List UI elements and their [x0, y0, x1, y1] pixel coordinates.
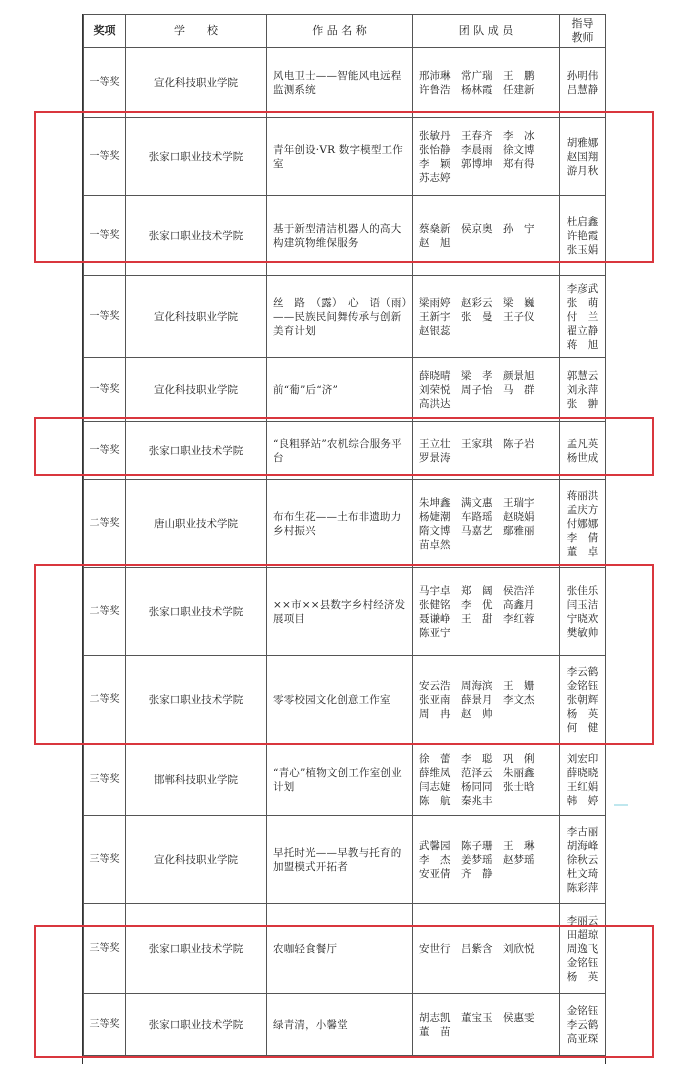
header-award: 奖项	[84, 15, 126, 48]
school-cell: 张家口职业技术学院	[126, 656, 267, 744]
work-title-cell: 布布生花——土布非遗助力乡村振兴	[267, 480, 413, 568]
work-title-cell: 丝 路 （露） 心 语（雨）——民族民间舞传承与创新美育计划	[267, 276, 413, 358]
advisor-cell: 郭慧云 刘永萍 张 翀	[560, 358, 606, 422]
highlight-box-4	[34, 925, 654, 1058]
team-members-cell: 安云浩 周海滨 王 姗 张亚南 薛景月 李文杰 周 冉 赵 帅	[413, 656, 560, 744]
advisor-cell: 孟凡英 杨世成	[560, 422, 606, 480]
school-cell: 张家口职业技术学院	[126, 422, 267, 480]
scan-mark	[614, 804, 628, 806]
advisor-cell: 胡雅娜 赵国翔 游月秋	[560, 118, 606, 196]
award-cell: 一等奖	[84, 422, 126, 480]
team-members-cell: 朱坤鑫 满文惠 王瑞宇 杨婕潮 车路瑶 赵晓娟 隋文博 马嘉艺 鄢雅丽 苗卓然	[413, 480, 560, 568]
team-members-cell: 武馨园 陈子珊 王 琳 李 杰 姜梦瑶 赵梦瑶 安亚倩 齐 静	[413, 816, 560, 904]
award-cell: 三等奖	[84, 994, 126, 1056]
work-title-cell: 风电卫士——智能风电远程监测系统	[267, 48, 413, 118]
table-row	[84, 744, 606, 816]
school-cell: 宣化科技职业学院	[126, 48, 267, 118]
work-title-cell: 零零校园文化创意工作室	[267, 656, 413, 744]
header-advisor: 指导 教师	[560, 15, 606, 48]
award-cell: 一等奖	[84, 118, 126, 196]
team-members-cell: 梁雨婷 赵彩云 梁 巍 王新宇 张 曼 王子仪 赵银蕊	[413, 276, 560, 358]
school-cell: 邯郸科技职业学院	[126, 744, 267, 816]
work-title-cell: 绿青清，小馨堂	[267, 994, 413, 1056]
work-title-cell: 前“葡”后“济”	[267, 358, 413, 422]
award-cell: 二等奖	[84, 656, 126, 744]
team-members-cell: 王立壮 王家琪 陈子岩 罗景涛	[413, 422, 560, 480]
work-title-cell: 青年创设·VR 数字模型工作室	[267, 118, 413, 196]
school-cell: 宣化科技职业学院	[126, 358, 267, 422]
award-cell: 一等奖	[84, 276, 126, 358]
advisor-cell: 刘宏印 薛晓晓 王红娟 韩 婷	[560, 744, 606, 816]
work-title-cell: “青心”植物文创工作室创业计划	[267, 744, 413, 816]
table-row	[84, 276, 606, 358]
advisor-cell: 李彦武 张 萌 付 兰 翟立静 蒋 旭	[560, 276, 606, 358]
award-cell: 三等奖	[84, 904, 126, 994]
school-cell: 唐山职业技术学院	[126, 480, 267, 568]
school-cell: 张家口职业技术学院	[126, 118, 267, 196]
advisor-cell: 张佳乐 闫玉洁 宁晓欢 樊敏帅	[560, 568, 606, 656]
advisor-cell: 李丽云 田超琼 周逸飞 金铭钰 杨 英	[560, 904, 606, 994]
school-cell: 张家口职业技术学院	[126, 904, 267, 994]
work-title-cell: 基于新型清洁机器人的高大构建筑物维保服务	[267, 196, 413, 276]
header-team: 团 队 成 员	[413, 15, 560, 48]
header-school: 学 校	[126, 15, 267, 48]
advisor-cell: 杜启鑫 许艳霞 张玉娟	[560, 196, 606, 276]
school-cell: 宣化科技职业学院	[126, 276, 267, 358]
work-title-cell: 农咖轻食餐厅	[267, 904, 413, 994]
table-row	[84, 358, 606, 422]
school-cell: 张家口职业技术学院	[126, 568, 267, 656]
highlight-box-2	[34, 417, 654, 476]
team-members-cell: 马宇卓 郑 阔 侯浩洋 张健铭 李 优 高鑫月 聂谦峥 王 甜 李红蓉 陈亚宁	[413, 568, 560, 656]
team-members-cell: 胡志凯 董宝玉 侯惠雯 董 苗	[413, 994, 560, 1056]
table-row	[84, 816, 606, 904]
table-row	[84, 480, 606, 568]
award-cell: 一等奖	[84, 48, 126, 118]
team-members-cell: 薛晓晴 梁 孝 颜景旭 刘荣悦 周子怡 马 群 高洪达	[413, 358, 560, 422]
award-cell: 三等奖	[84, 816, 126, 904]
table-header-row	[84, 15, 606, 48]
school-cell: 宣化科技职业学院	[126, 816, 267, 904]
award-cell: 一等奖	[84, 196, 126, 276]
work-title-cell: ××市××县数字乡村经济发展项目	[267, 568, 413, 656]
header-work: 作 品 名 称	[267, 15, 413, 48]
highlight-box-1	[34, 111, 654, 263]
team-members-cell: 邢沛琳 常广瑞 王 鹏 许鲁浩 杨林霞 任建新	[413, 48, 560, 118]
advisor-cell: 李云鹤 金铭钰 张朝辉 杨 英 何 健	[560, 656, 606, 744]
school-cell: 张家口职业技术学院	[126, 994, 267, 1056]
highlight-box-3	[34, 564, 654, 745]
work-title-cell: 早托时光——早教与托育的加盟模式开拓者	[267, 816, 413, 904]
team-members-cell: 安世行 吕紫含 刘欣悦	[413, 904, 560, 994]
award-cell: 二等奖	[84, 480, 126, 568]
advisor-cell: 李古丽 胡海峰 徐秋云 杜文琦 陈彩萍	[560, 816, 606, 904]
advisor-cell: 金铭钰 李云鹤 高亚琛	[560, 994, 606, 1056]
team-members-cell: 蔡燊新 侯京奥 孙 宁 赵 旭	[413, 196, 560, 276]
award-cell: 一等奖	[84, 358, 126, 422]
work-title-cell: “良粗驿站”农机综合服务平台	[267, 422, 413, 480]
award-cell: 二等奖	[84, 568, 126, 656]
award-cell: 三等奖	[84, 744, 126, 816]
table-row	[84, 48, 606, 118]
team-members-cell: 张敏丹 王春齐 李 冰 张怡静 李晨雨 徐文博 李 颖 郭博坤 郑有得 苏志婷	[413, 118, 560, 196]
team-members-cell: 徐 蕾 李 聪 巩 俐 薛维凤 范泽云 朱丽鑫 闫志婕 杨同同 张士晗 陈 航 秦兆丰	[413, 744, 560, 816]
advisor-cell: 蒋丽洪 孟庆方 付娜娜 李 倩 董 卓	[560, 480, 606, 568]
school-cell: 张家口职业技术学院	[126, 196, 267, 276]
advisor-cell: 孙明伟 吕慧静	[560, 48, 606, 118]
